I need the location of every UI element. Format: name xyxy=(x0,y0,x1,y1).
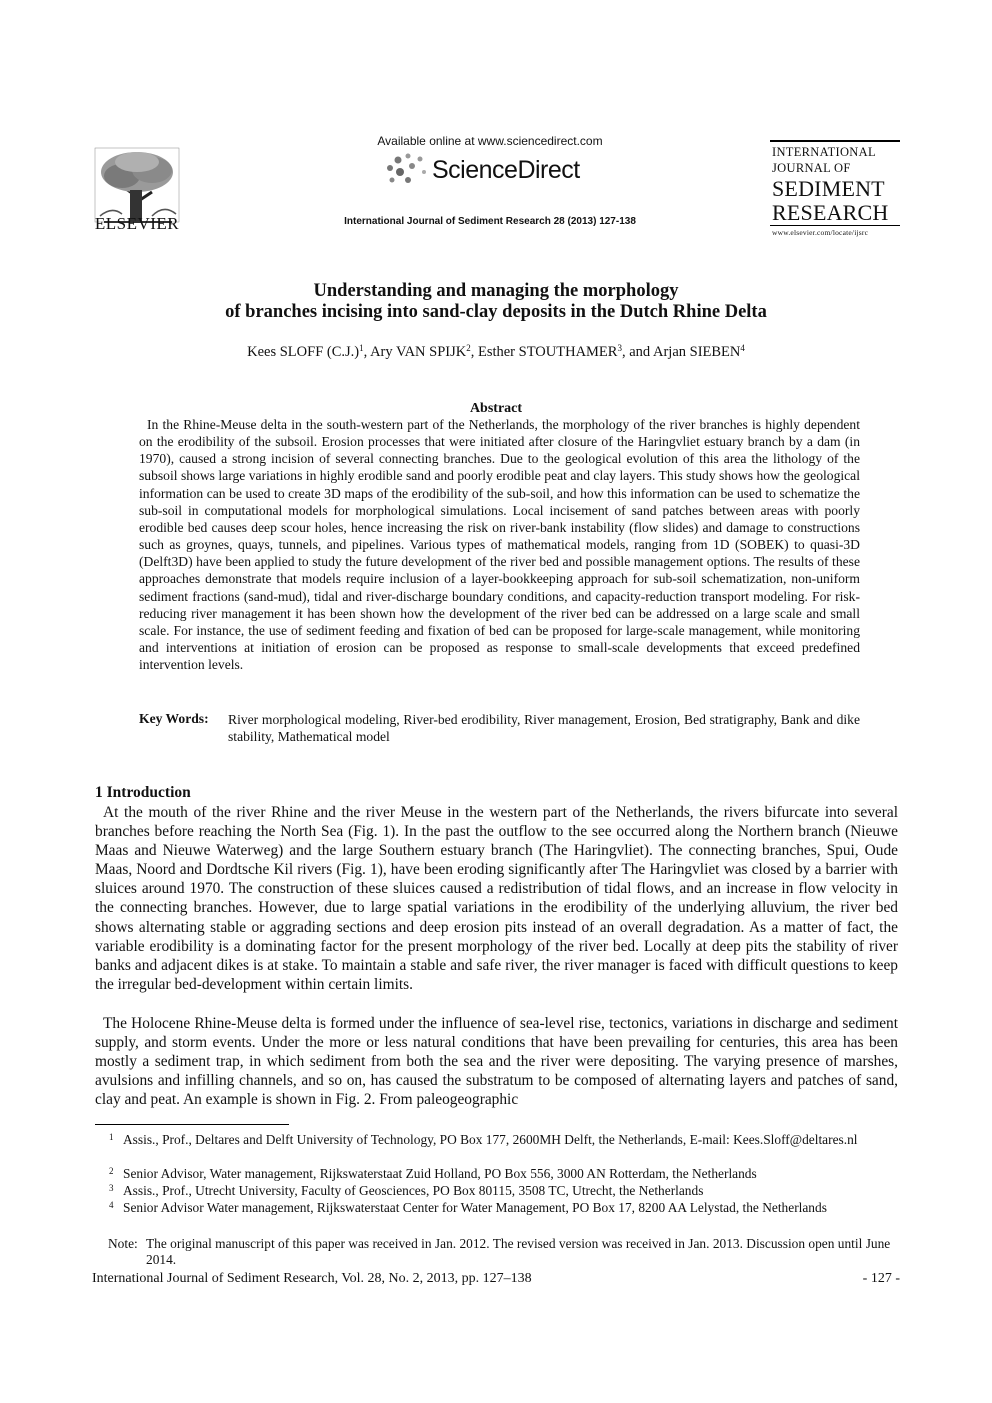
footnote xyxy=(95,1183,895,1199)
author-name: Kees SLOFF (C.J.) xyxy=(247,344,360,360)
journal-url[interactable]: www.elsevier.com/locate/ijsrc xyxy=(772,228,869,237)
note-text: The original manuscript of this paper was received in Jan. 2012. The revised version was received in Jan. 2013. Discussion open until June 2014. xyxy=(146,1236,891,1268)
affiliation-marker: 2 xyxy=(466,343,471,353)
footnote-number: 4 xyxy=(109,1200,114,1210)
footnote-number: 1 xyxy=(109,1132,114,1142)
author-list xyxy=(120,344,872,361)
footnote xyxy=(95,1200,895,1216)
footnote xyxy=(95,1166,895,1182)
available-online-text: Available online at www.sciencedirect.com xyxy=(377,134,603,148)
footnote-number: 2 xyxy=(109,1166,114,1176)
abstract-text: In the Rhine-Meuse delta in the south-western part of the Netherlands, the morphology of the river branches is highly dependent on the erodibility of the subsoil. Erosion processes that were initiated after closure of the Haringvliet estuary branch by a dam (in 1970), caused a strong incision of several connecting branches. Due to the geological evolution of this area the lithology of the subsoil shows large variations in highly erodible sand and poorly erodible peat and clay layers. This study shows how the geological information can be used to create 3D maps of the erodibility of the sub-soil, and how this information can be used to schematize the sub-soil in computational models for morphological simulations. Local incisement of sand patches between areas with poorly erodible bed causes deep scour holes, hence increasing the risk on river-bank instability (flow slides) and damage to constructions such as groynes, quays, tunnels, and pipelines. Various types of mathematical models, ranging from 1D (SOBEK) to quasi-3D (Delft3D) have been applied to study the future development of the river bed and possible management options. The results of these approaches demonstrate that models require inclusion of a layer-bookkeeping approach for sub-soil schematization, non-uniform sediment fractions (sand-mud), tidal and river-discharge boundary conditions, and capacity-reduction transport modeling. For risk-reducing river management it has been shown how the development of the river bed can be addressed on a large scale and small scale. For instance, the use of sediment feeding and fixation of bed can be proposed for large-scale management, while monitoring and interventions at initiation of erosion can be proposed as response to small-scale developments that exceed predefined intervention levels. xyxy=(139,417,860,673)
footnote-rule xyxy=(95,1124,289,1125)
footnote-text: Assis., Prof., Deltares and Delft University of Technology, PO Box 177, 2600MH Delft, the Netherlands, E-mail: Kees.Sloff@deltares.nl xyxy=(123,1132,858,1147)
footnote-text: Senior Advisor Water management, Rijkswaterstaat Center for Water Management, PO Box 17, 8200 AA Lelystad, the Netherlands xyxy=(123,1200,827,1215)
paper-title xyxy=(120,281,872,323)
title-line: of branches incising into sand-clay deposits in the Dutch Rhine Delta xyxy=(225,302,767,322)
footnote xyxy=(95,1132,895,1148)
author-name: Esther STOUTHAMER xyxy=(477,344,618,360)
affiliation-marker: 3 xyxy=(617,343,622,353)
body-paragraph: The Holocene Rhine-Meuse delta is formed under the influence of sea-level rise, tectonics, variations in discharge and sediment supply, and storm events. Under the more or less natural conditions that have been prevailing for centuries, this area has been mostly a sediment trap, in which sediment from both the sea and the river were depositing. The varying presence of marshes, avulsions and infilling channels, and so on, has caused the substratum to be composed of alternating layers and patches of sand, clay and peat. An example is shown in Fig. 2. From paleogeographic xyxy=(95,1015,898,1109)
affiliation-marker: 4 xyxy=(740,343,745,353)
abstract-heading: Abstract xyxy=(469,401,523,416)
sciencedirect-wordmark: ScienceDirect xyxy=(432,156,580,184)
section-heading-introduction: 1 Introduction xyxy=(95,784,191,801)
footer-citation: International Journal of Sediment Research, Vol. 28, No. 2, 2013, pp. 127–138 xyxy=(92,1271,532,1286)
body-paragraph: At the mouth of the river Rhine and the river Meuse in the western part of the Netherlands, the rivers bifurcate into several branches before reaching the North Sea (Fig. 1). In the past the outflow to the see occurred along the Northern branch (Nieuwe Maas and Nieuwe Waterweg) and the large Southern estuary branch (The Haringvliet). The connecting branches, Spui, Oude Maas, Noord and Dordtsche Kil rivers (Fig. 1), have been eroding significantly after The Haringvliet was closed by a barrier with sluices around 1970. The construction of these sluices caused a redistribution of tidal flows, and an increase in flow velocity in the connecting branches. However, due to large spatial variations in the erodibility of the underlying alluvium, the river bed shows alternating stable or aggrading sections and deep erosion pits instead of an overall degradation. As a matter of fact, the variable erodibility is a dominating factor for the present morphology of the river bed. Locally at deep pits the stability of river banks and adjacent dikes is at stake. To maintain a stable and safe river, the river manager is faced with difficult questions to keep the irregular bed-development within certain limits. xyxy=(95,804,898,993)
journal-logo-rule xyxy=(770,225,900,226)
publisher-name: ELSEVIER xyxy=(94,214,180,233)
manuscript-note xyxy=(108,1236,898,1269)
keywords-text: River morphological modeling, River-bed erodibility, River management, Erosion, Bed stratigraphy, Bank and dike stability, Mathematical model xyxy=(228,712,860,745)
note-label: Note: xyxy=(108,1236,138,1251)
footnote-text: Senior Advisor, Water management, Rijkswaterstaat Zuid Holland, PO Box 556, 3000 AN Rotterdam, the Netherlands xyxy=(123,1166,757,1181)
author-name: Arjan SIEBEN xyxy=(652,344,741,360)
author-separator: , xyxy=(470,344,478,360)
journal-reference: International Journal of Sediment Research 28 (2013) 127-138 xyxy=(344,216,636,227)
journal-logo-line: RESEARCH xyxy=(772,200,889,225)
journal-logo-line: SEDIMENT xyxy=(772,176,885,201)
page-number: - 127 - xyxy=(862,1271,900,1286)
author-name: Ary VAN SPIJK xyxy=(370,344,467,360)
author-separator: , xyxy=(363,344,371,360)
author-separator: , and xyxy=(621,344,653,360)
footnote-text: Assis., Prof., Utrecht University, Faculty of Geosciences, PO Box 80115, 3508 TC, Utrecht, the Netherlands xyxy=(123,1183,704,1198)
keywords-label: Key Words: xyxy=(139,711,209,726)
journal-logo-line: INTERNATIONAL xyxy=(772,145,876,159)
journal-logo-line: JOURNAL OF xyxy=(772,161,851,175)
footnote-number: 3 xyxy=(109,1183,114,1193)
affiliation-marker: 1 xyxy=(359,343,364,353)
title-line: Understanding and managing the morphology xyxy=(313,281,679,301)
